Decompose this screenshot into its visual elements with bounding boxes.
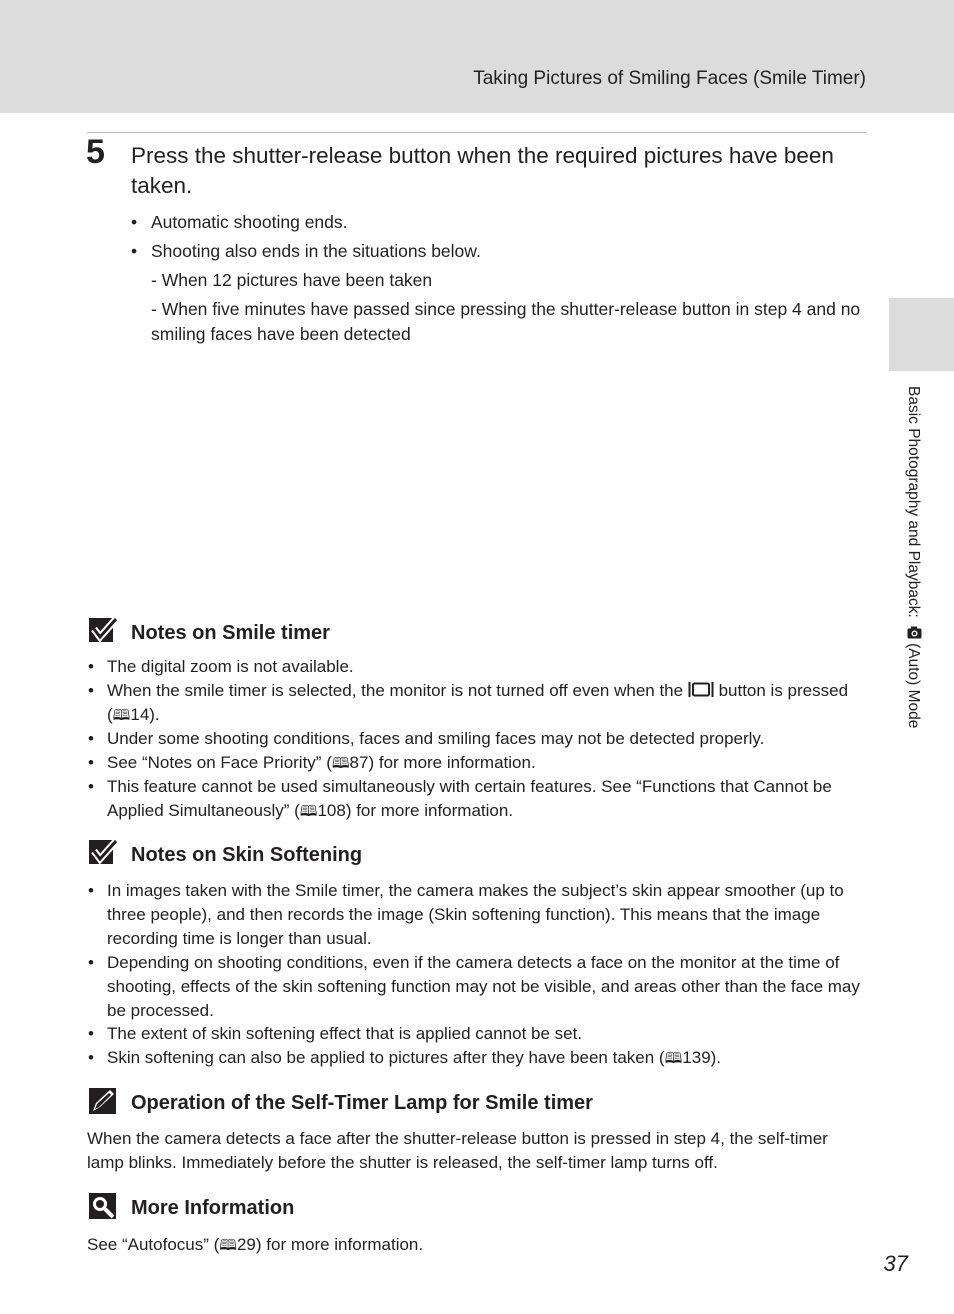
list-item: • Under some shooting conditions, faces and smiling faces may not be detected properly. xyxy=(88,729,765,748)
caution-check-icon xyxy=(88,617,118,647)
step-subitem: - When five minutes have passed since pressing the shutter-release button in step 4 and no smiling faces have been detected xyxy=(151,299,861,344)
chapter-tab xyxy=(889,298,954,371)
list-item: • Skin softening can also be applied to pictures after they have been taken (🕮139). xyxy=(88,1048,722,1067)
list-item: • In images taken with the Smile timer, the camera makes the subject’s skin appear smoother (up to three people), and then records the image (Skin softening function). This means that the image recording time is longer than usual. xyxy=(88,881,844,948)
page-reference-icon: 🕮 xyxy=(299,802,318,820)
pencil-note-icon xyxy=(88,1087,118,1117)
step-number: 5 xyxy=(86,133,105,171)
chapter-label: Basic Photography and Playback: (Auto) Mode xyxy=(905,386,922,729)
list-item: • See “Notes on Face Priority” (🕮87) for more information. xyxy=(88,753,536,772)
operation-title: Operation of the Self-Timer Lamp for Smile timer xyxy=(131,1092,593,1114)
magnifier-info-icon xyxy=(88,1192,118,1222)
list-item: • This feature cannot be used simultaneously with certain features. See “Functions that Cannot be Applied Simultaneously” (🕮108) for more information. xyxy=(88,777,832,820)
page-number: 37 xyxy=(883,1251,908,1276)
page-reference-icon: 🕮 xyxy=(219,1236,237,1254)
notes-smile-title: Notes on Smile timer xyxy=(131,622,330,644)
more-info-title: More Information xyxy=(131,1197,295,1219)
caution-check-icon xyxy=(88,839,118,869)
more-info-text: See “Autofocus” (🕮29) for more information. xyxy=(87,1235,424,1254)
list-item: • When the smile timer is selected, the monitor is not turned off even when the button is pressed (🕮14). xyxy=(88,681,849,724)
notes-skin-title: Notes on Skin Softening xyxy=(131,844,363,866)
step-subitem: - When 12 pictures have been taken xyxy=(151,270,433,290)
section-title: Taking Pictures of Smiling Faces (Smile Timer) xyxy=(473,68,866,89)
page-reference-icon: 🕮 xyxy=(664,1049,683,1067)
step-instruction: Press the shutter-release button when the required pictures have been taken. xyxy=(131,143,834,198)
list-item: • The digital zoom is not available. xyxy=(88,657,354,676)
page-reference-icon: 🕮 xyxy=(112,706,131,724)
auto-camera-icon xyxy=(907,626,922,639)
monitor-button-icon xyxy=(688,681,714,698)
list-item: • The extent of skin softening effect that is applied cannot be set. xyxy=(88,1024,583,1043)
divider-rule xyxy=(87,132,867,133)
operation-text: When the camera detects a face after the shutter-release button is pressed in step 4, the self-timer lamp blinks. Immediately before the shutter is released, the self-timer lamp turns off. xyxy=(87,1129,828,1172)
page-reference-icon: 🕮 xyxy=(331,754,350,772)
list-item: • Depending on shooting conditions, even if the camera detects a face on the monitor at the time of shooting, effects of the skin softening function may not be visible, and areas other than the face may be processed. xyxy=(88,953,860,1020)
header-band xyxy=(0,0,954,113)
